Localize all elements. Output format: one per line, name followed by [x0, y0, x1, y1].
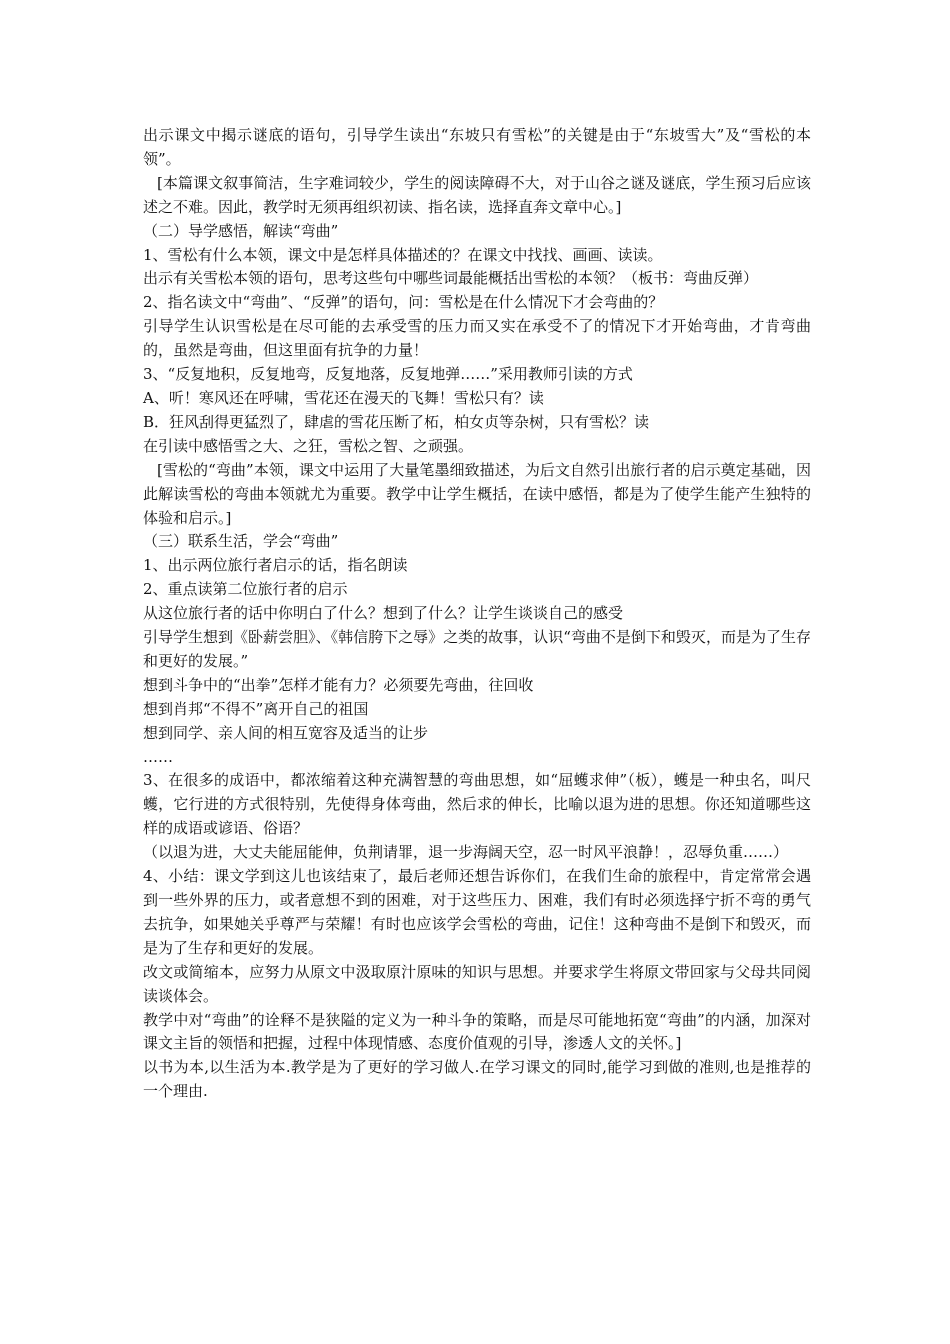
section-heading-3: （三）联系生活，学会“弯曲” [143, 532, 339, 551]
paragraph-tolerance: 想到同学、亲人间的相互宽容及适当的让步 [143, 723, 429, 742]
paragraph-reflection: 在引读中感悟雪之大、之狂，雪松之智、之顽强。 [143, 436, 474, 455]
document-body [143, 124, 811, 1104]
paragraph-step-1: 1、雪松有什么本领，课文中是怎样具体描述的？在课文中找找、画画、读读。 [143, 245, 663, 264]
paragraph-note-bending: [雪松的“弯曲”本领，课文中运用了大量笔墨细致描述，为后文自然引出旅行者的启示奠定基础，因此解读雪松的弯曲本领就尤为重要。教学中让学生概括，在读中感悟，都是为了使学生能产生独特的体验和启示。] [143, 460, 811, 527]
paragraph-stories: 引导学生想到《卧薪尝胆》、《韩信胯下之辱》之类的故事，认识“弯曲不是倒下和毁灭，而是为了生存和更好的发展。” [143, 628, 811, 670]
paragraph-idioms: 3、在很多的成语中，都浓缩着这种充满智慧的弯曲思想，如“屈蠖求伸”（板），蠖是一种虫名，叫尺蠖，它行进的方式很特别，先使得身体弯曲，然后求的伸长，比喻以退为进的思想。你还知道哪些这样的成语或谚语、俗语？ [143, 771, 811, 838]
paragraph-step-2: 2、指名读文中“弯曲”、“反弹”的语句，问：雪松是在什么情况下才会弯曲的？ [143, 293, 664, 312]
paragraph-summary: 4、小结：课文学到这儿也该结束了，最后老师还想告诉你们，在我们生命的旅程中，肯定常常会遇到一些外界的压力，或者意想不到的困难，对于这些压力、困难，我们有时必须选择宁折不弯的勇气去抗争，如果她关乎尊严与荣耀！有时也应该学会雪松的弯曲，记住！这种弯曲不是倒下和毁灭，而是为了生存和更好的发展。 [143, 867, 811, 957]
paragraph-step-3-1: 1、出示两位旅行者启示的话，指名朗读 [143, 556, 408, 575]
paragraph-idiom-examples: （以退为进，大丈夫能屈能伸，负荆请罪，退一步海阔天空，忍一时风平浪静！，忍辱负重……） [143, 843, 789, 862]
paragraph-note-reading: [本篇课文叙事简洁，生字难词较少，学生的阅读障碍不大，对于山谷之谜及谜底，学生预习后应该述之不难。因此，教学时无须再组织初读、指名读，选择直奔文章中心。] [143, 173, 811, 216]
paragraph-board-note: 出示有关雪松本领的语句，思考这些句中哪些词最能概括出雪松的本领？（板书：弯曲反弹） [143, 269, 759, 288]
paragraph-riddle-answer: 出示课文中揭示谜底的语句，引导学生读出“东坡只有雪松”的关键是由于“东坡雪大”及“雪松的本领”。 [143, 126, 811, 168]
paragraph-step-3-2: 2、重点读第二位旅行者的启示 [143, 580, 348, 599]
paragraph-item-b: B．狂风刮得更猛烈了，肆虐的雪花压断了柘，柏女贞等杂树，只有雪松？读 [143, 412, 650, 431]
paragraph-conclusion: 以书为本,以生活为本.教学是为了更好的学习做人.在学习课文的同时,能学习到做的准则,也是推荐的一个理由. [143, 1058, 811, 1101]
paragraph-item-a: A、听！寒风还在呼啸，雪花还在漫天的飞舞！雪松只有？读 [143, 388, 544, 407]
paragraph-original-text: 改文或简缩本，应努力从原文中汲取原汁原味的知识与思想。并要求学生将原文带回家与父母共同阅读谈体会。 [143, 962, 811, 1005]
paragraph-guidance: 引导学生认识雪松是在尽可能的去承受雪的压力而又实在承受不了的情况下才开始弯曲，才肯弯曲的，虽然是弯曲，但这里面有抗争的力量！ [143, 317, 811, 360]
paragraph-interpretation: 教学中对“弯曲”的诠释不是狭隘的定义为一种斗争的策略，而是尽可能地拓宽“弯曲”的内涵，加深对课文主旨的领悟和把握，过程中体现情感、态度价值观的引导，渗透人文的关怀。] [143, 1010, 811, 1053]
paragraph-chopin: 想到肖邦“不得不”离开自己的祖国 [143, 699, 369, 718]
paragraph-step-3: 3、“反复地积，反复地弯，反复地落，反复地弹……”采用教师引读的方式 [143, 365, 633, 384]
paragraph-punch: 想到斗争中的“出拳”怎样才能有力？必须要先弯曲，往回收 [143, 675, 534, 694]
paragraph-ellipsis: …… [143, 747, 173, 766]
paragraph-question: 从这位旅行者的话中你明白了什么？想到了什么？让学生谈谈自己的感受 [143, 604, 624, 623]
section-heading-2: （二）导学感悟，解读“弯曲” [143, 221, 339, 240]
